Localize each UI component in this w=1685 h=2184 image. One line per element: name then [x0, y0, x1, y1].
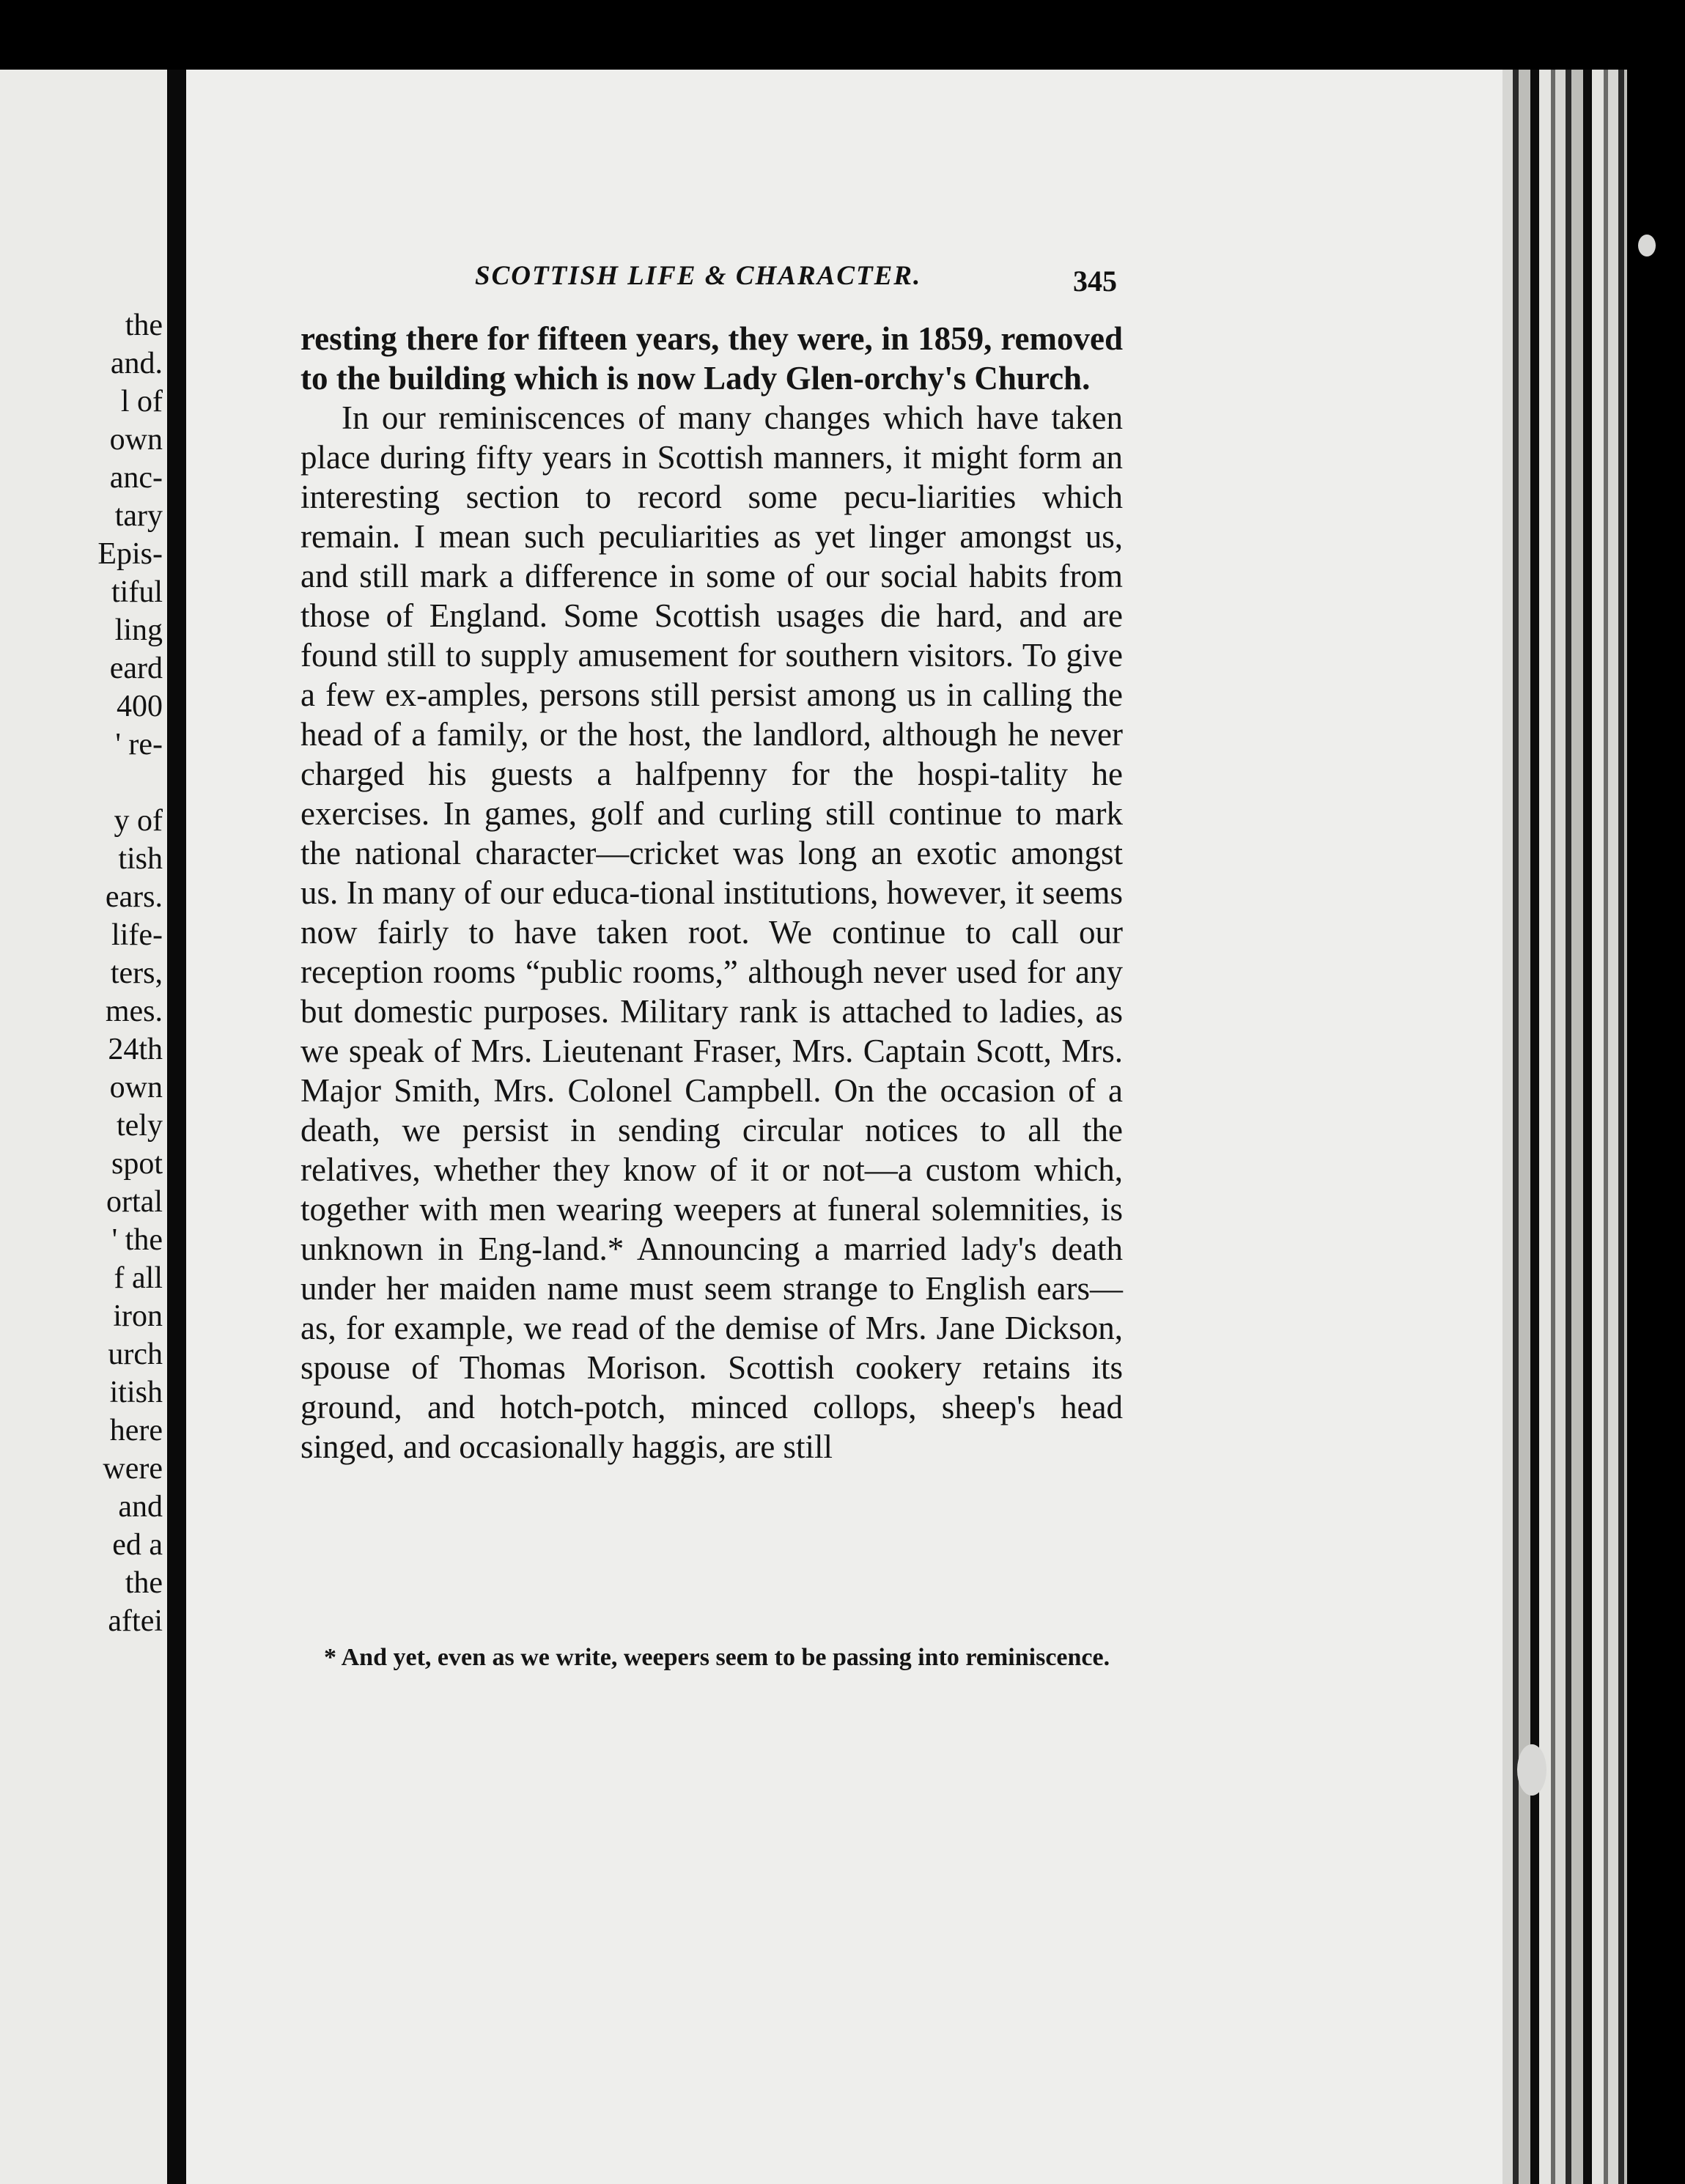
facing-line: tely: [117, 1109, 163, 1143]
facing-line: life-: [111, 918, 163, 952]
facing-page-text: [97, 306, 163, 1640]
facing-line: iron: [113, 1299, 163, 1333]
paragraph: resting there for fifteen years, they were, in 1859, removed to the building which is now Lady Glen-orchy's Church.: [301, 320, 1123, 396]
facing-line: itish: [109, 1376, 163, 1409]
page-number: 345: [1073, 265, 1117, 298]
facing-line: eard: [109, 652, 163, 685]
facing-line: the: [125, 1566, 163, 1600]
facing-line: own: [109, 423, 163, 457]
facing-line: and.: [110, 347, 163, 380]
facing-line: spot: [111, 1147, 163, 1181]
facing-line: 24th: [108, 1033, 163, 1066]
facing-line: [97, 764, 163, 802]
scan-speck: [1638, 235, 1656, 257]
facing-line: mes.: [105, 995, 163, 1028]
running-head: SCOTTISH LIFE & CHARACTER.: [475, 261, 922, 291]
page-edges: [1503, 70, 1627, 2184]
facing-line: y of: [114, 804, 163, 838]
facing-line: own: [109, 1071, 163, 1104]
facing-line: tary: [114, 499, 163, 533]
facing-line: and: [118, 1490, 163, 1524]
gutter-shadow: [167, 70, 186, 2184]
facing-line: aftei: [108, 1604, 163, 1638]
facing-line: were: [103, 1452, 163, 1486]
facing-line: 400: [117, 690, 163, 723]
facing-line: urch: [108, 1338, 163, 1371]
scan-speck: [1517, 1744, 1546, 1796]
facing-line: ed a: [112, 1528, 163, 1562]
facing-line: tiful: [111, 575, 163, 609]
facing-page: [0, 70, 167, 2184]
facing-line: ters,: [110, 956, 163, 990]
facing-line: anc-: [109, 461, 163, 495]
facing-line: tish: [118, 842, 163, 876]
body-text: [301, 319, 1123, 1467]
facing-line: here: [109, 1414, 163, 1447]
facing-line: ' the: [111, 1223, 163, 1257]
paragraph: In our reminiscences of many changes which have taken place during fifty years in Scottish manners, it might form an interesting section to record some pecu-liarities which remain. I mean such peculiarities as yet linger amongst us, and still mark a difference in some of our social habits from those of England. Some Scottish usages die hard, and are found still to supply amusement for southern visitors. To give a few ex-amples, persons still persist among us in calling the head of a family, or the host, the landlord, although he never charged his guests a halfpenny for the hospi-tality he exercises. In games, golf and curling still continue to mark the national character—cricket was long an exotic amongst us. In many of our educa-tional institutions, however, it seems now fairly to have taken root. We continue to call our reception rooms “public rooms,” although never used for any but domestic purposes. Military rank is attached to ladies, as we speak of Mrs. Lieutenant Fraser, Mrs. Captain Scott, Mrs. Major Smith, Mrs. Colonel Campbell. On the occasion of a death, we persist in sending circular notices to all the relatives, whether they know of it or not—a custom which, together with men wearing weepers at funeral solemnities, is unknown in Eng-land.* Announcing a married lady's death under her maiden name must seem strange to English ears—as, for example, we read of the demise of Mrs. Jane Dickson, spouse of Thomas Morison. Scottish cookery retains its ground, and hotch-potch, minced collops, sheep's head singed, and occasionally haggis, are still: [301, 399, 1123, 1465]
facing-line: ears.: [105, 880, 163, 914]
facing-line: l of: [120, 385, 163, 418]
facing-line: ' re-: [115, 728, 163, 761]
facing-line: f all: [114, 1261, 163, 1295]
facing-line: Epis-: [97, 537, 163, 571]
facing-line: ling: [114, 613, 163, 647]
scan-margin: [1627, 0, 1685, 2184]
footnote: * And yet, even as we write, weepers seem to be passing into reminiscence.: [324, 1644, 1110, 1671]
facing-line: ortal: [106, 1185, 163, 1219]
facing-line: the: [125, 309, 163, 342]
